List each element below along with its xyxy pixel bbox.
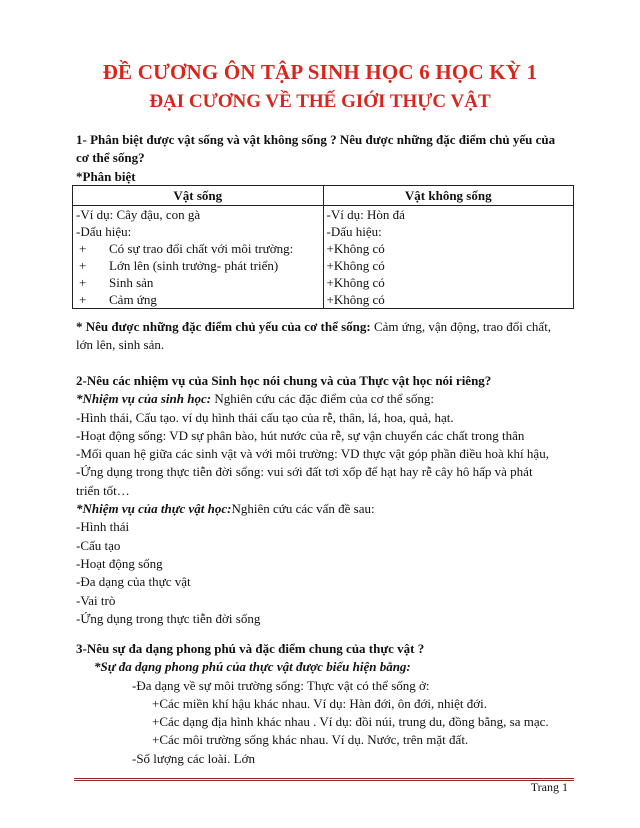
q3-line: -Số lượng các loài. Lớn <box>132 750 255 766</box>
q1-heading-line1: 1- Phân biệt được vật sống và vật không sống ? Nêu được những đặc điểm chủ yếu của <box>76 132 556 147</box>
q2-botany-line: -Hoạt động sống <box>76 555 163 571</box>
q2-biology-line: -Mối quan hệ giữa các sinh vật và với môi trường: VD thực vật góp phần điều hoà khí hậu, <box>76 446 549 462</box>
q3-item: +Các môi trường sống khác nhau. Ví dụ. Nước, trên mặt đất. <box>152 732 469 748</box>
q2-biology-line: triển tốt… <box>76 482 130 498</box>
q2-biology-line: -Hoạt động sống: VD sự phân bào, hút nước của rễ, sự vận chuyển các chất trong thân <box>76 427 525 443</box>
q1-section <box>76 131 586 186</box>
document-subtitle: ĐẠI CƯƠNG VỀ THẾ GIỚI THỰC VẬT <box>149 91 491 112</box>
nonliving-sign-item: +Không có <box>326 241 385 256</box>
q3-sub-heading: *Sự đa dạng phong phú của thực vật được biểu hiện bằng: <box>94 659 411 675</box>
q2-biology-task: *Nhiệm vụ của sinh học: Nghiên cứu các đặc điểm của cơ thể sống: <box>76 391 434 407</box>
living-sign-item: + Sinh sản <box>79 275 154 290</box>
nonliving-sign-item: +Không có <box>326 292 385 307</box>
q2-section <box>76 372 586 628</box>
page-number: Trang 1 <box>530 780 568 794</box>
living-sign-item: + Có sự trao đổi chất với môi trường: <box>79 241 294 256</box>
q2-botany-line: -Ứng dụng trong thực tiễn đời sống <box>76 610 261 626</box>
living-sign-item: + Lớn lên (sinh trưởng- phát triển) <box>79 258 279 273</box>
q1-features <box>76 318 586 355</box>
living-signs-label: -Dấu hiệu: <box>76 224 132 239</box>
q2-botany-line: -Đa dạng của thực vật <box>76 574 191 590</box>
nonliving-signs-label: -Dấu hiệu: <box>326 224 382 239</box>
living-sign-item: + Cảm ứng <box>79 292 157 307</box>
q2-botany-task: *Nhiệm vụ của thực vật học:Nghiên cứu các vấn đề sau: <box>76 501 375 517</box>
q1-sub-heading: *Phân biệt <box>76 168 136 184</box>
nonliving-sign-item: +Không có <box>326 275 385 290</box>
q1-features-line1: * Nêu được những đặc điểm chủ yếu của cơ thể sống: Cảm ứng, vận động, trao đổi chất, <box>76 319 552 334</box>
q1-features-line2: lớn lên, sinh sản. <box>76 337 165 353</box>
footer-rule <box>74 778 574 781</box>
nonliving-sign-item: +Không có <box>326 258 385 273</box>
q1-heading-line2: cơ thể sống? <box>76 150 145 166</box>
q3-section <box>76 640 586 768</box>
table-header-nonliving: Vật không sống <box>323 186 574 206</box>
q3-item: +Các miền khí hậu khác nhau. Ví dụ: Hàn đới, ôn đới, nhiệt đới. <box>152 695 487 711</box>
q3-item: +Các dạng địa hình khác nhau . Ví dụ: đồi núi, trung du, đồng bằng, sa mạc. <box>152 714 549 730</box>
q3-line: -Đa dạng về sự môi trường sống: Thực vật có thể sống ở: <box>132 677 430 693</box>
q2-botany-line: -Vai trò <box>76 592 116 608</box>
table-cell-living <box>73 206 324 309</box>
q2-heading: 2-Nêu các nhiệm vụ của Sinh học nói chung và của Thực vật học nói riêng? <box>76 373 492 388</box>
q2-biology-line: -Hình thái, Cấu tạo. ví dụ hình thái cấu tạo của rễ, thân, lá, hoa, quả, hạt. <box>76 409 454 425</box>
comparison-table <box>72 185 574 309</box>
living-example: -Ví dụ: Cây đậu, con gà <box>76 207 201 222</box>
document-title: ĐỀ CƯƠNG ÔN TẬP SINH HỌC 6 HỌC KỲ 1 <box>102 60 538 84</box>
q2-botany-line: -Hình thái <box>76 519 130 535</box>
nonliving-example: -Ví dụ: Hòn đá <box>326 207 405 222</box>
table-cell-nonliving <box>323 206 574 309</box>
table-header-living: Vật sống <box>73 186 324 206</box>
q2-botany-line: -Cấu tạo <box>76 537 121 553</box>
q3-heading: 3-Nêu sự đa dạng phong phú và đặc điểm chung của thực vật ? <box>76 641 425 656</box>
q2-biology-line: -Ứng dụng trong thực tiễn đời sống: vui sới đất tơi xốp để hạt hay rễ cây hô hấp và phát <box>76 464 533 480</box>
